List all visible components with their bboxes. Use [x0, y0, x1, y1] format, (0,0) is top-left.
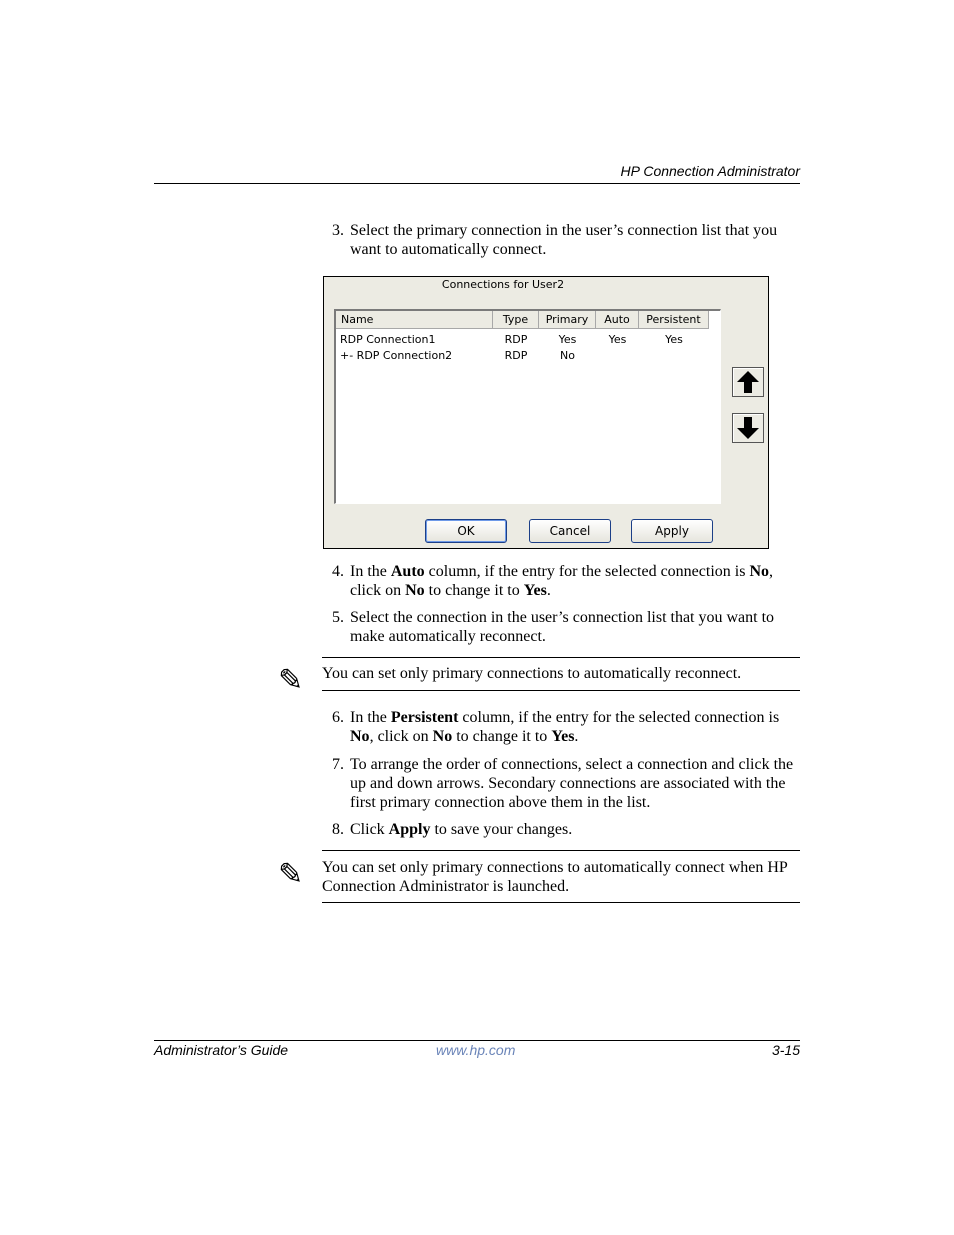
- step-8: [332, 820, 800, 839]
- step-4: [332, 562, 800, 600]
- column-header-primary[interactable]: Primary: [539, 311, 596, 329]
- move-down-button[interactable]: [732, 413, 764, 443]
- step-number: 3.: [332, 222, 344, 239]
- column-header-name[interactable]: Name: [336, 311, 493, 329]
- column-header-auto[interactable]: Auto: [596, 311, 639, 329]
- column-header-persistent[interactable]: Persistent: [639, 311, 709, 329]
- step-text: Select the primary connection in the user’s connection list that you want to automatically connect.: [350, 222, 778, 258]
- step-number: 4.: [332, 563, 344, 580]
- note-top-rule: [322, 850, 800, 851]
- footer-rule: [154, 1040, 800, 1041]
- row-type: RDP: [504, 349, 528, 362]
- row-persistent[interactable]: Yes: [665, 333, 683, 346]
- row-auto[interactable]: Yes: [608, 333, 627, 346]
- note-bottom-rule: [322, 690, 800, 691]
- ok-button[interactable]: OK: [425, 519, 507, 543]
- step-7: [332, 755, 800, 812]
- pencil-note-icon: ✎: [278, 663, 304, 698]
- step-number: 8.: [332, 821, 344, 838]
- move-up-button[interactable]: [732, 367, 764, 397]
- connections-dialog: [323, 276, 769, 549]
- row-primary[interactable]: No: [560, 349, 575, 362]
- column-header-type[interactable]: Type: [493, 311, 539, 329]
- step-5: [332, 608, 800, 646]
- header-rule: [154, 183, 800, 184]
- step-text: In the Auto column, if the entry for the selected connection is No, click on No to change it to Yes.: [350, 563, 773, 599]
- step-6: [332, 708, 800, 746]
- row-name: RDP Connection1: [340, 333, 436, 346]
- step-3: [332, 221, 800, 259]
- note-top-rule: [322, 657, 800, 658]
- step-number: 5.: [332, 609, 344, 626]
- up-arrow-icon: [733, 368, 763, 396]
- cancel-button[interactable]: Cancel: [529, 519, 611, 543]
- down-arrow-icon: [733, 414, 763, 442]
- step-number: 6.: [332, 709, 344, 726]
- connection-list[interactable]: [334, 309, 721, 504]
- step-text: To arrange the order of connections, select a connection and click the up and down arrows. Secondary connections are associated with the first primary connection above them in the list.: [350, 756, 794, 811]
- row-name: +- RDP Connection2: [340, 349, 453, 362]
- row-primary[interactable]: Yes: [558, 333, 577, 346]
- note-bottom-rule: [322, 902, 800, 903]
- row-type: RDP: [504, 333, 528, 346]
- footer-website-link[interactable]: www.hp.com: [436, 1042, 516, 1058]
- step-text: In the Persistent column, if the entry for the selected connection is No, click on No to change it to Yes.: [350, 709, 780, 745]
- footer-guide-title: Administrator’s Guide: [154, 1042, 289, 1058]
- page-number: 3-15: [771, 1042, 800, 1058]
- step-text: Select the connection in the user’s connection list that you want to make automatically reconnect.: [350, 609, 775, 645]
- note-text: You can set only primary connections to automatically reconnect.: [322, 665, 742, 682]
- running-header: HP Connection Administrator: [620, 163, 800, 179]
- apply-button[interactable]: Apply: [631, 519, 713, 543]
- note-text: You can set only primary connections to automatically connect when HP Connection Administrator is launched.: [322, 859, 788, 895]
- dialog-title: Connections for User2: [441, 278, 565, 291]
- step-number: 7.: [332, 756, 344, 773]
- step-text: Click Apply to save your changes.: [350, 821, 573, 838]
- pencil-note-icon: ✎: [278, 857, 304, 892]
